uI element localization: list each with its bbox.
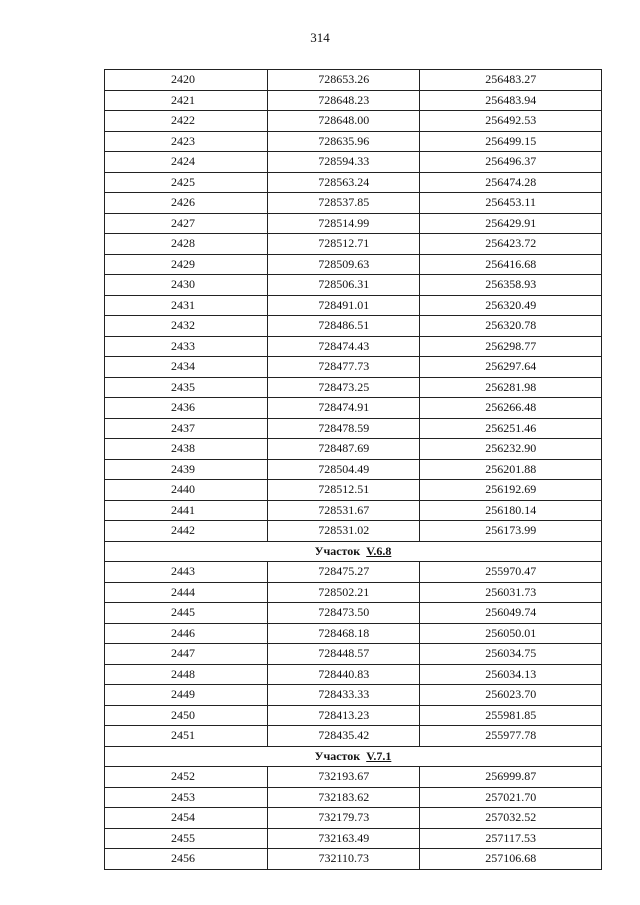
x-coordinate-cell: 728474.43 bbox=[268, 336, 420, 357]
point-number-cell: 2432 bbox=[105, 316, 268, 337]
table-row bbox=[105, 234, 602, 255]
point-number-cell: 2443 bbox=[105, 562, 268, 583]
x-coordinate-cell: 728653.26 bbox=[268, 70, 420, 91]
x-coordinate-cell: 732110.73 bbox=[268, 849, 420, 870]
table-row bbox=[105, 275, 602, 296]
x-coordinate-cell: 728491.01 bbox=[268, 295, 420, 316]
x-coordinate-cell: 728440.83 bbox=[268, 664, 420, 685]
y-coordinate-cell: 256492.53 bbox=[420, 111, 602, 132]
y-coordinate-cell: 256201.88 bbox=[420, 459, 602, 480]
table-row bbox=[105, 849, 602, 870]
y-coordinate-cell: 256499.15 bbox=[420, 131, 602, 152]
y-coordinate-cell: 256999.87 bbox=[420, 767, 602, 788]
table-row bbox=[105, 787, 602, 808]
y-coordinate-cell: 256281.98 bbox=[420, 377, 602, 398]
x-coordinate-cell: 728648.00 bbox=[268, 111, 420, 132]
coordinates-table-wrapper bbox=[104, 69, 602, 870]
point-number-cell: 2423 bbox=[105, 131, 268, 152]
table-row bbox=[105, 111, 602, 132]
point-number-cell: 2447 bbox=[105, 644, 268, 665]
y-coordinate-cell: 256483.27 bbox=[420, 70, 602, 91]
y-coordinate-cell: 256266.48 bbox=[420, 398, 602, 419]
y-coordinate-cell: 256251.46 bbox=[420, 418, 602, 439]
coordinates-table-body bbox=[105, 70, 602, 870]
point-number-cell: 2450 bbox=[105, 705, 268, 726]
table-row bbox=[105, 295, 602, 316]
x-coordinate-cell: 728512.71 bbox=[268, 234, 420, 255]
table-row bbox=[105, 500, 602, 521]
x-coordinate-cell: 728531.67 bbox=[268, 500, 420, 521]
table-row bbox=[105, 316, 602, 337]
y-coordinate-cell: 257032.52 bbox=[420, 808, 602, 829]
table-row bbox=[105, 70, 602, 91]
x-coordinate-cell: 728478.59 bbox=[268, 418, 420, 439]
point-number-cell: 2446 bbox=[105, 623, 268, 644]
y-coordinate-cell: 256429.91 bbox=[420, 213, 602, 234]
x-coordinate-cell: 728514.99 bbox=[268, 213, 420, 234]
table-row bbox=[105, 521, 602, 542]
table-row bbox=[105, 172, 602, 193]
x-coordinate-cell: 728468.18 bbox=[268, 623, 420, 644]
y-coordinate-cell: 256050.01 bbox=[420, 623, 602, 644]
y-coordinate-cell: 256297.64 bbox=[420, 357, 602, 378]
table-row bbox=[105, 357, 602, 378]
y-coordinate-cell: 255977.78 bbox=[420, 726, 602, 747]
y-coordinate-cell: 256049.74 bbox=[420, 603, 602, 624]
y-coordinate-cell: 256034.13 bbox=[420, 664, 602, 685]
point-number-cell: 2434 bbox=[105, 357, 268, 378]
x-coordinate-cell: 732193.67 bbox=[268, 767, 420, 788]
y-coordinate-cell: 256034.75 bbox=[420, 644, 602, 665]
point-number-cell: 2445 bbox=[105, 603, 268, 624]
table-row bbox=[105, 459, 602, 480]
section-code: V.6.8 bbox=[366, 543, 392, 558]
point-number-cell: 2431 bbox=[105, 295, 268, 316]
x-coordinate-cell: 728435.42 bbox=[268, 726, 420, 747]
table-row bbox=[105, 582, 602, 603]
coordinates-table bbox=[104, 69, 602, 870]
x-coordinate-cell: 728594.33 bbox=[268, 152, 420, 173]
section-label: Участок bbox=[314, 748, 361, 763]
table-row bbox=[105, 603, 602, 624]
y-coordinate-cell: 255981.85 bbox=[420, 705, 602, 726]
x-coordinate-cell: 728504.49 bbox=[268, 459, 420, 480]
table-row bbox=[105, 562, 602, 583]
point-number-cell: 2455 bbox=[105, 828, 268, 849]
section-header-row bbox=[105, 746, 602, 767]
section-label: Участок bbox=[314, 543, 361, 558]
y-coordinate-cell: 256416.68 bbox=[420, 254, 602, 275]
x-coordinate-cell: 728648.23 bbox=[268, 90, 420, 111]
point-number-cell: 2448 bbox=[105, 664, 268, 685]
y-coordinate-cell: 256192.69 bbox=[420, 480, 602, 501]
table-row bbox=[105, 439, 602, 460]
page-number: 314 bbox=[310, 30, 330, 45]
y-coordinate-cell: 255970.47 bbox=[420, 562, 602, 583]
y-coordinate-cell: 256483.94 bbox=[420, 90, 602, 111]
table-row bbox=[105, 726, 602, 747]
table-row bbox=[105, 131, 602, 152]
y-coordinate-cell: 256320.78 bbox=[420, 316, 602, 337]
point-number-cell: 2441 bbox=[105, 500, 268, 521]
table-row bbox=[105, 398, 602, 419]
table-row bbox=[105, 193, 602, 214]
point-number-cell: 2437 bbox=[105, 418, 268, 439]
point-number-cell: 2456 bbox=[105, 849, 268, 870]
y-coordinate-cell: 256320.49 bbox=[420, 295, 602, 316]
point-number-cell: 2427 bbox=[105, 213, 268, 234]
point-number-cell: 2420 bbox=[105, 70, 268, 91]
y-coordinate-cell: 256358.93 bbox=[420, 275, 602, 296]
section-header bbox=[105, 541, 602, 562]
y-coordinate-cell: 256023.70 bbox=[420, 685, 602, 706]
table-row bbox=[105, 480, 602, 501]
y-coordinate-cell: 256232.90 bbox=[420, 439, 602, 460]
table-row bbox=[105, 336, 602, 357]
point-number-cell: 2426 bbox=[105, 193, 268, 214]
x-coordinate-cell: 728531.02 bbox=[268, 521, 420, 542]
y-coordinate-cell: 256423.72 bbox=[420, 234, 602, 255]
section-header-row bbox=[105, 541, 602, 562]
point-number-cell: 2430 bbox=[105, 275, 268, 296]
y-coordinate-cell: 256474.28 bbox=[420, 172, 602, 193]
table-row bbox=[105, 254, 602, 275]
point-number-cell: 2428 bbox=[105, 234, 268, 255]
x-coordinate-cell: 728448.57 bbox=[268, 644, 420, 665]
section-code: V.7.1 bbox=[366, 748, 392, 763]
x-coordinate-cell: 728512.51 bbox=[268, 480, 420, 501]
x-coordinate-cell: 728509.63 bbox=[268, 254, 420, 275]
y-coordinate-cell: 257021.70 bbox=[420, 787, 602, 808]
y-coordinate-cell: 256180.14 bbox=[420, 500, 602, 521]
x-coordinate-cell: 728474.91 bbox=[268, 398, 420, 419]
point-number-cell: 2424 bbox=[105, 152, 268, 173]
point-number-cell: 2453 bbox=[105, 787, 268, 808]
x-coordinate-cell: 728487.69 bbox=[268, 439, 420, 460]
table-row bbox=[105, 685, 602, 706]
point-number-cell: 2429 bbox=[105, 254, 268, 275]
table-row bbox=[105, 377, 602, 398]
point-number-cell: 2435 bbox=[105, 377, 268, 398]
x-coordinate-cell: 732163.49 bbox=[268, 828, 420, 849]
x-coordinate-cell: 728486.51 bbox=[268, 316, 420, 337]
point-number-cell: 2440 bbox=[105, 480, 268, 501]
y-coordinate-cell: 257106.68 bbox=[420, 849, 602, 870]
table-row bbox=[105, 418, 602, 439]
y-coordinate-cell: 256298.77 bbox=[420, 336, 602, 357]
point-number-cell: 2451 bbox=[105, 726, 268, 747]
point-number-cell: 2433 bbox=[105, 336, 268, 357]
table-row bbox=[105, 664, 602, 685]
point-number-cell: 2421 bbox=[105, 90, 268, 111]
section-header bbox=[105, 746, 602, 767]
point-number-cell: 2452 bbox=[105, 767, 268, 788]
x-coordinate-cell: 728413.23 bbox=[268, 705, 420, 726]
point-number-cell: 2425 bbox=[105, 172, 268, 193]
table-row bbox=[105, 828, 602, 849]
x-coordinate-cell: 732179.73 bbox=[268, 808, 420, 829]
table-row bbox=[105, 90, 602, 111]
table-row bbox=[105, 644, 602, 665]
x-coordinate-cell: 728473.25 bbox=[268, 377, 420, 398]
x-coordinate-cell: 728473.50 bbox=[268, 603, 420, 624]
y-coordinate-cell: 256173.99 bbox=[420, 521, 602, 542]
point-number-cell: 2444 bbox=[105, 582, 268, 603]
x-coordinate-cell: 728563.24 bbox=[268, 172, 420, 193]
x-coordinate-cell: 728475.27 bbox=[268, 562, 420, 583]
x-coordinate-cell: 728537.85 bbox=[268, 193, 420, 214]
x-coordinate-cell: 728433.33 bbox=[268, 685, 420, 706]
y-coordinate-cell: 257117.53 bbox=[420, 828, 602, 849]
y-coordinate-cell: 256496.37 bbox=[420, 152, 602, 173]
table-row bbox=[105, 152, 602, 173]
x-coordinate-cell: 728506.31 bbox=[268, 275, 420, 296]
x-coordinate-cell: 732183.62 bbox=[268, 787, 420, 808]
table-row bbox=[105, 705, 602, 726]
point-number-cell: 2439 bbox=[105, 459, 268, 480]
y-coordinate-cell: 256031.73 bbox=[420, 582, 602, 603]
point-number-cell: 2449 bbox=[105, 685, 268, 706]
table-row bbox=[105, 623, 602, 644]
point-number-cell: 2438 bbox=[105, 439, 268, 460]
table-row bbox=[105, 808, 602, 829]
y-coordinate-cell: 256453.11 bbox=[420, 193, 602, 214]
table-row bbox=[105, 767, 602, 788]
x-coordinate-cell: 728635.96 bbox=[268, 131, 420, 152]
x-coordinate-cell: 728477.73 bbox=[268, 357, 420, 378]
point-number-cell: 2422 bbox=[105, 111, 268, 132]
point-number-cell: 2454 bbox=[105, 808, 268, 829]
point-number-cell: 2436 bbox=[105, 398, 268, 419]
point-number-cell: 2442 bbox=[105, 521, 268, 542]
x-coordinate-cell: 728502.21 bbox=[268, 582, 420, 603]
table-row bbox=[105, 213, 602, 234]
